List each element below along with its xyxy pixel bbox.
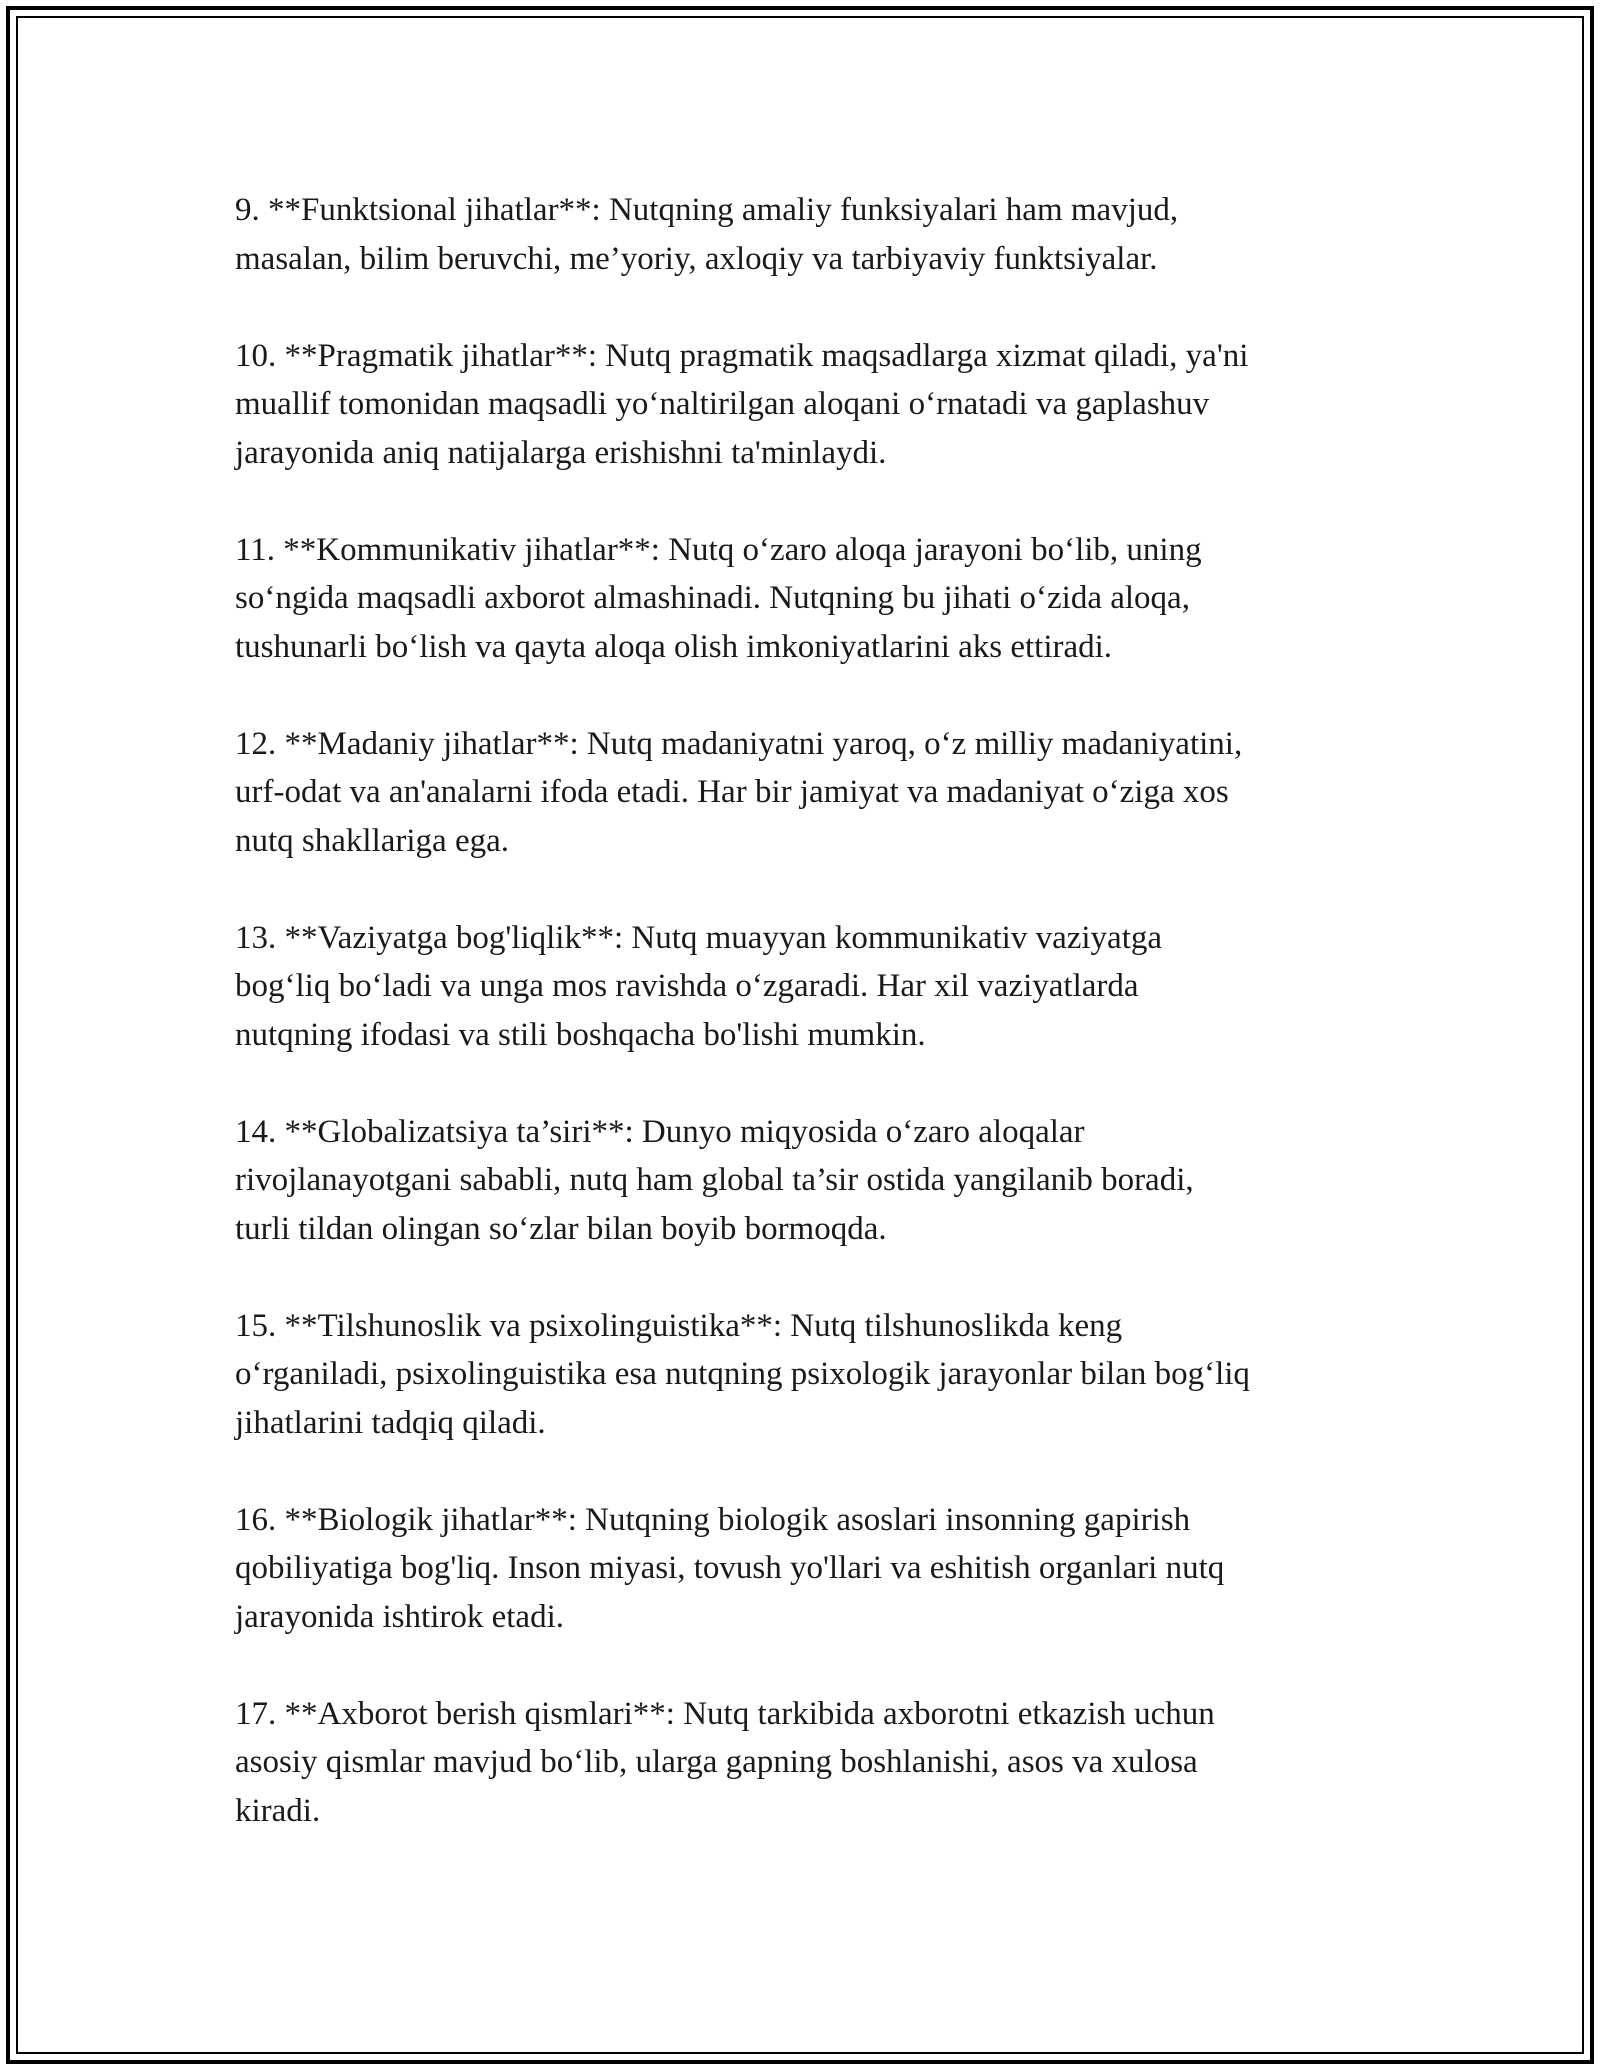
text-line: jarayonida ishtirok etadi. (235, 1598, 564, 1635)
list-item (235, 1302, 1385, 1448)
text-line: 9. **Funktsional jihatlar**: Nutqning amaliy funksiyalari ham mavjud, (235, 192, 1179, 228)
text-line: turli tildan olingan so‘zlar bilan boyib bormoqda. (235, 1210, 887, 1247)
list-item (235, 332, 1385, 478)
text-line: so‘ngida maqsadli axborot almashinadi. Nutqning bu jihati o‘zida aloqa, (235, 580, 1190, 616)
text-line: masalan, bilim beruvchi, me’yoriy, axloqiy va tarbiyaviy funktsiyalar. (235, 240, 1158, 277)
list-item (235, 1108, 1385, 1254)
text-line: rivojlanayotgani sababli, nutq ham global ta’sir ostida yangilanib boradi, (235, 1162, 1194, 1198)
list-item (235, 1690, 1385, 1836)
list-item (235, 526, 1385, 672)
text-line: nutqning ifodasi va stili boshqacha bo'lishi mumkin. (235, 1016, 926, 1053)
text-line: o‘rganiladi, psixolinguistika esa nutqning psixologik jarayonlar bilan bog‘liq (235, 1356, 1250, 1392)
text-line: 12. **Madaniy jihatlar**: Nutq madaniyatni yaroq, o‘z milliy madaniyatini, (235, 725, 1243, 762)
text-line: 13. **Vaziyatga bog'liqlik**: Nutq muayyan kommunikativ vaziyatga (235, 919, 1163, 956)
text-line: kiradi. (235, 1792, 321, 1829)
text-line: qobiliyatiga bog'liq. Inson miyasi, tovush yo'llari va eshitish organlari nutq (235, 1550, 1225, 1586)
text-line: bog‘liq bo‘ladi va unga mos ravishda o‘zgaradi. Har xil vaziyatlarda (235, 968, 1139, 1004)
list-item (235, 720, 1385, 866)
text-line: urf-odat va an'analarni ifoda etadi. Har bir jamiyat va madaniyat o‘ziga xos (235, 774, 1229, 810)
text-line: jarayonida aniq natijalarga erishishni ta'minlaydi. (235, 434, 887, 471)
list-item (235, 186, 1385, 283)
text-line: 15. **Tilshunoslik va psixolinguistika**: Nutq tilshunoslikda keng (235, 1307, 1123, 1344)
text-line: tushunarli bo‘lish va qayta aloqa olish imkoniyatlarini aks ettiradi. (235, 628, 1113, 665)
text-line: muallif tomonidan maqsadli yo‘naltirilgan aloqani o‘rnatadi va gaplashuv (235, 386, 1210, 422)
text-line: nutq shakllariga ega. (235, 822, 509, 859)
list-item (235, 914, 1385, 1060)
document-body (235, 186, 1385, 1884)
text-line: 11. **Kommunikativ jihatlar**: Nutq o‘zaro aloqa jarayoni bo‘lib, uning (235, 531, 1202, 568)
text-line: 10. **Pragmatik jihatlar**: Nutq pragmatik maqsadlarga xizmat qiladi, ya'ni (235, 337, 1249, 374)
list-item (235, 1496, 1385, 1642)
text-line: jihatlarini tadqiq qiladi. (235, 1404, 546, 1441)
text-line: 14. **Globalizatsiya ta’siri**: Dunyo miqyosida o‘zaro aloqalar (235, 1113, 1085, 1150)
text-line: asosiy qismlar mavjud bo‘lib, ularga gapning boshlanishi, asos va xulosa (235, 1744, 1198, 1780)
text-line: 17. **Axborot berish qismlari**: Nutq tarkibida axborotni etkazish uchun (235, 1695, 1215, 1732)
text-line: 16. **Biologik jihatlar**: Nutqning biologik asoslari insonning gapirish (235, 1501, 1191, 1538)
